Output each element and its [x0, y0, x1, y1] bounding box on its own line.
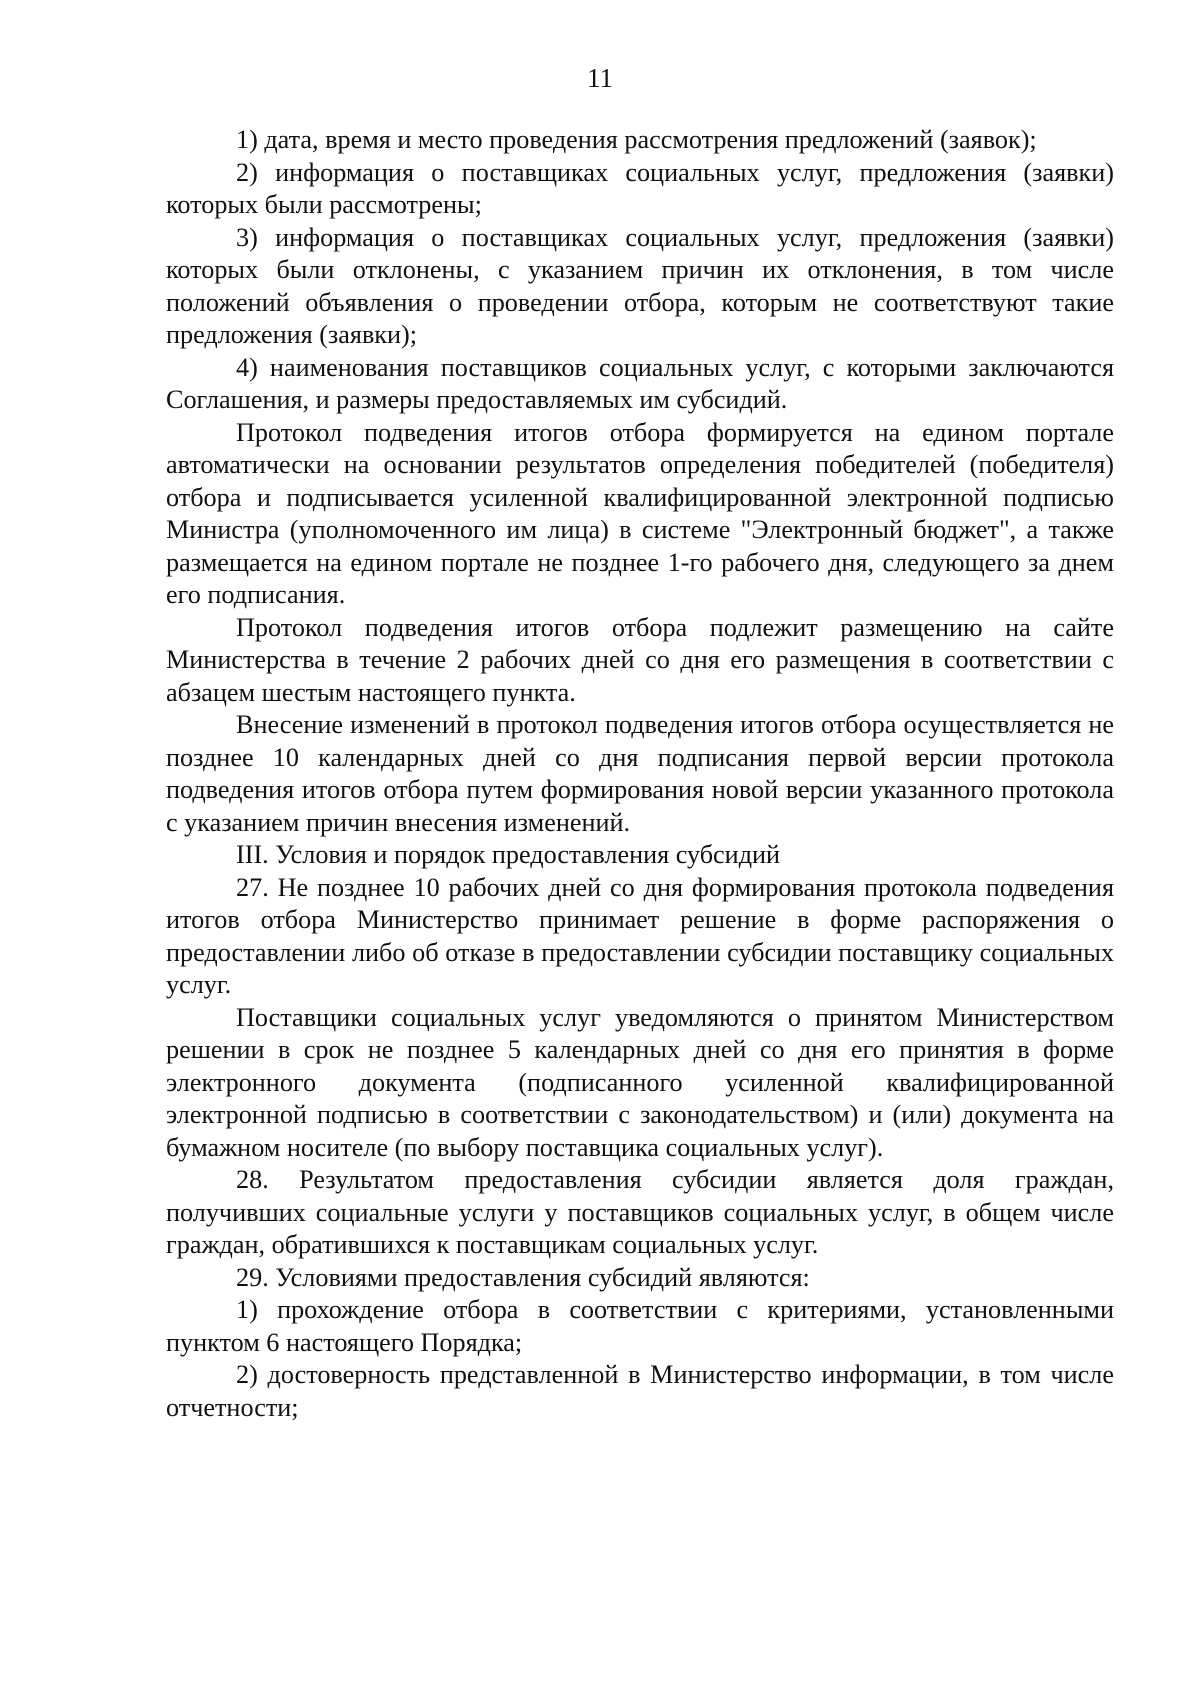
paragraph: 29. Условиями предоставления субсидий являются: — [236, 1262, 810, 1292]
paragraph: 2) достоверность представленной в Министерство информации, в том числе отчетности; — [166, 1360, 1114, 1422]
paragraph: 4) наименования поставщиков социальных услуг, с которыми заключаются Соглашения, и размеры предоставляемых им субсидий. — [166, 352, 1114, 414]
paragraph: Протокол подведения итогов отбора формируется на едином портале автоматически на основании результатов определения победителей (победителя) отбора и подписывается усиленной квалифицированной электронной подписью Министра (уполномоченного им лица) в системе "Электронный бюджет", а также размещается на едином портале не позднее 1-го рабочего дня, следующего за днем его подписания. — [166, 417, 1114, 609]
paragraph: Поставщики социальных услуг уведомляются о принятом Министерством решении в срок не позднее 5 календарных дней со дня его принятия в форме электронного документа (подписанного усиленной квалифицированной электронной подписью в соответствии с законодательством) и (или) документа на бумажном носителе (по выбору поставщика социальных услуг). — [166, 1002, 1114, 1162]
paragraph: 3) информация о поставщиках социальных услуг, предложения (заявки) которых были отклонены, с указанием причин их отклонения, в том числе положений объявления о проведении отбора, которым не соответствуют такие предложения (заявки); — [166, 222, 1114, 349]
paragraph: 2) информация о поставщиках социальных услуг, предложения (заявки) которых были рассмотрены; — [166, 157, 1114, 219]
paragraph: 1) прохождение отбора в соответствии с критериями, установленными пунктом 6 настоящего Порядка; — [166, 1295, 1114, 1357]
section-heading: III. Условия и порядок предоставления субсидий — [236, 840, 781, 869]
paragraph: 1) дата, время и место проведения рассмотрения предложений (заявок); — [236, 125, 1037, 154]
paragraph: 28. Результатом предоставления субсидии является доля граждан, получивших социальные услуги у поставщиков социальных услуг, в общем числе граждан, обратившихся к поставщикам социальных услуг. — [166, 1165, 1114, 1259]
paragraph: Внесение изменений в протокол подведения итогов отбора осуществляется не позднее 10 календарных дней со дня подписания первой версии протокола подведения итогов отбора путем формирования новой версии указанного протокола с указанием причин внесения изменений. — [166, 710, 1114, 837]
document-body — [166, 124, 1114, 1424]
paragraph: Протокол подведения итогов отбора подлежит размещению на сайте Министерства в течение 2 рабочих дней со дня его размещения в соответствии с абзацем шестым настоящего пункта. — [166, 612, 1114, 707]
page-number: 11 — [587, 63, 613, 93]
paragraph: 27. Не позднее 10 рабочих дней со дня формирования протокола подведения итогов отбора Министерство принимает решение в форме распоряжения о предоставлении либо об отказе в предоставлении субсидии поставщику социальных услуг. — [166, 872, 1114, 999]
